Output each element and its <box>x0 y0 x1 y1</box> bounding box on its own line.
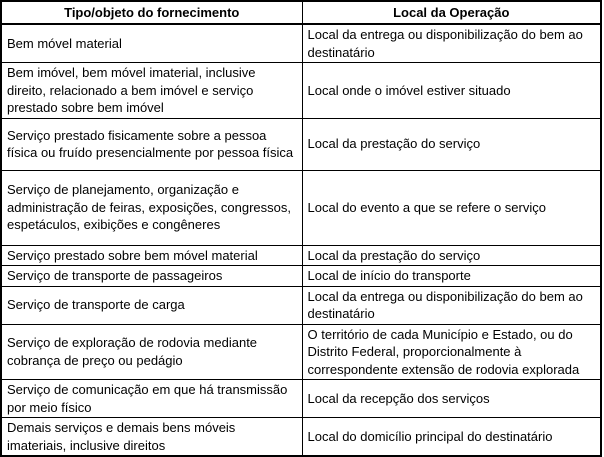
table-row <box>1 170 601 245</box>
cell-local-operacao: Local da prestação do serviço <box>302 245 601 266</box>
table-row <box>1 380 601 418</box>
cell-tipo-fornecimento: Demais serviços e demais bens móveis imateriais, inclusive direitos <box>1 418 302 457</box>
table-row <box>1 286 601 324</box>
table-body <box>1 24 601 456</box>
table-row <box>1 418 601 457</box>
cell-tipo-fornecimento: Serviço de comunicação em que há transmissão por meio físico <box>1 380 302 418</box>
cell-tipo-fornecimento: Serviço de transporte de carga <box>1 286 302 324</box>
table-row <box>1 245 601 266</box>
cell-local-operacao: Local da entrega ou disponibilização do bem ao destinatário <box>302 286 601 324</box>
table-row <box>1 266 601 287</box>
header-row <box>1 1 601 24</box>
cell-tipo-fornecimento: Serviço de transporte de passageiros <box>1 266 302 287</box>
table-row <box>1 324 601 380</box>
cell-local-operacao: O território de cada Município e Estado, ou do Distrito Federal, proporcionalmente à correspondente extensão de rodovia explorada <box>302 324 601 380</box>
cell-tipo-fornecimento: Serviço de exploração de rodovia mediante cobrança de preço ou pedágio <box>1 324 302 380</box>
cell-local-operacao: Local de início do transporte <box>302 266 601 287</box>
column-header-tipo-fornecimento: Tipo/objeto do fornecimento <box>1 1 302 24</box>
cell-tipo-fornecimento: Serviço prestado sobre bem móvel material <box>1 245 302 266</box>
cell-local-operacao: Local onde o imóvel estiver situado <box>302 63 601 119</box>
cell-local-operacao: Local da entrega ou disponibilização do bem ao destinatário <box>302 24 601 63</box>
cell-tipo-fornecimento: Bem imóvel, bem móvel imaterial, inclusive direito, relacionado a bem imóvel e serviço prestado sobre bem imóvel <box>1 63 302 119</box>
table-row <box>1 63 601 119</box>
cell-local-operacao: Local do domicílio principal do destinatário <box>302 418 601 457</box>
table-row <box>1 118 601 170</box>
cell-local-operacao: Local da recepção dos serviços <box>302 380 601 418</box>
cell-tipo-fornecimento: Serviço de planejamento, organização e administração de feiras, exposições, congressos, espetáculos, exibições e congêneres <box>1 170 302 245</box>
cell-tipo-fornecimento: Bem móvel material <box>1 24 302 63</box>
column-header-local-operacao: Local da Operação <box>302 1 601 24</box>
cell-local-operacao: Local da prestação do serviço <box>302 118 601 170</box>
cell-local-operacao: Local do evento a que se refere o serviço <box>302 170 601 245</box>
table-row <box>1 24 601 63</box>
cell-tipo-fornecimento: Serviço prestado fisicamente sobre a pessoa física ou fruído presencialmente por pessoa física <box>1 118 302 170</box>
